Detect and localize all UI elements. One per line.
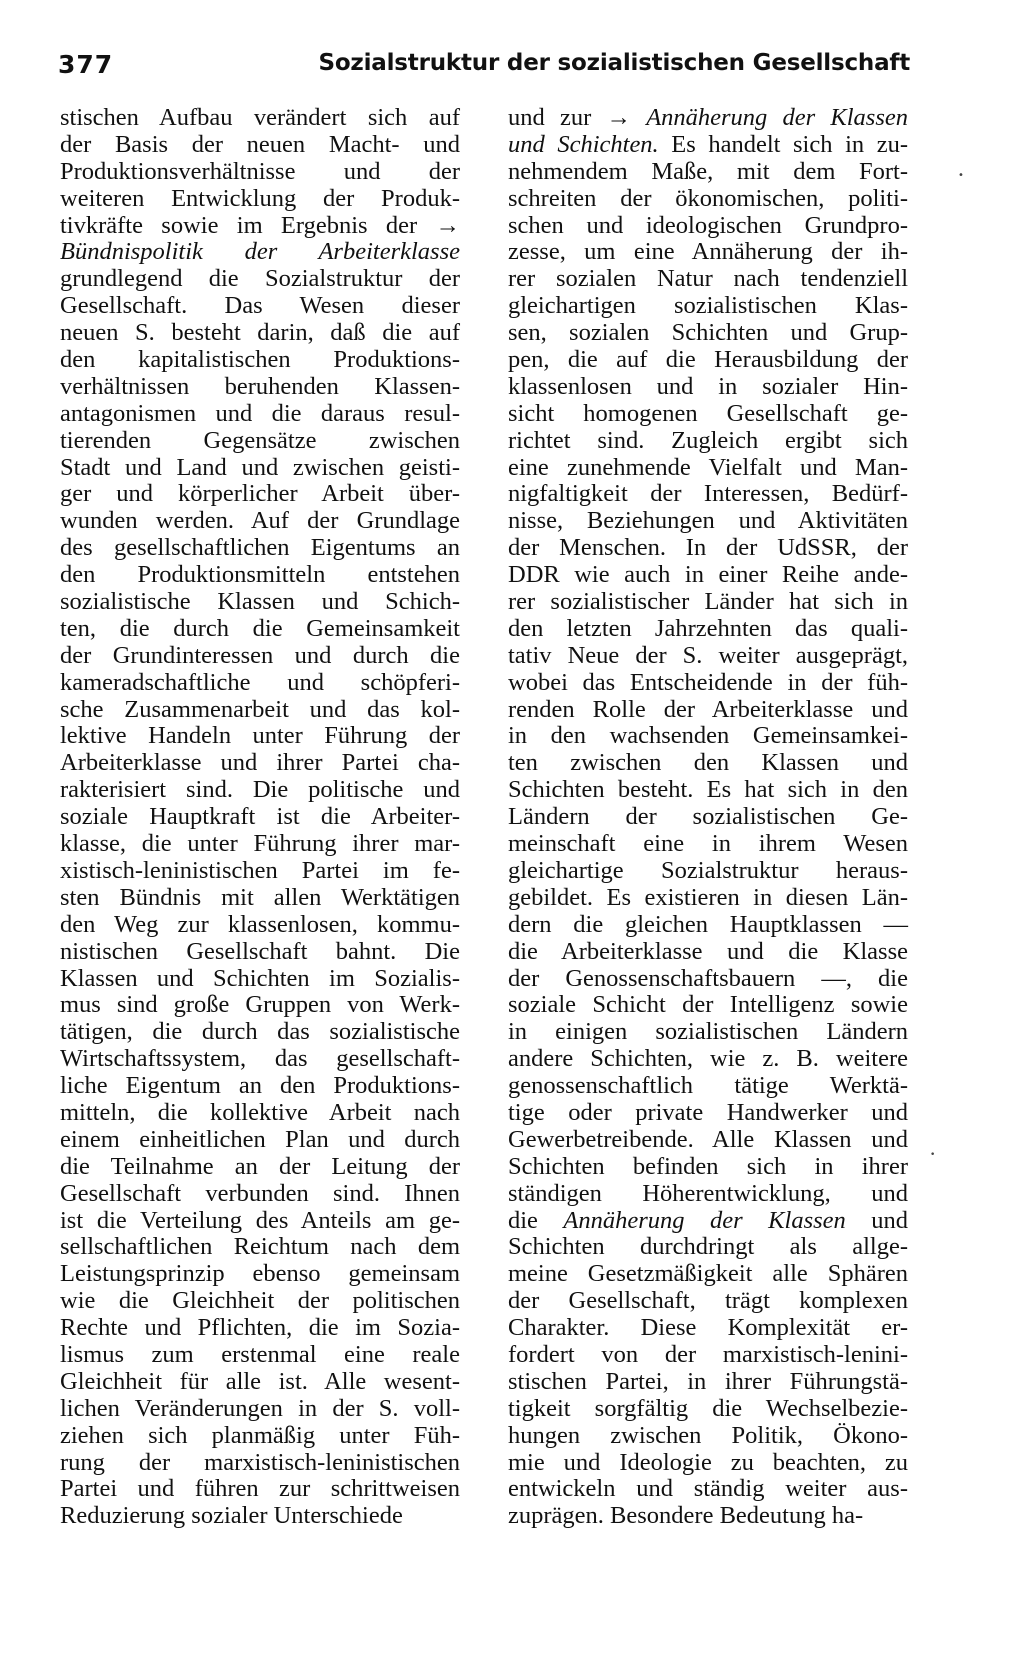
text-line: sen, sozialen Schichten und Grup- xyxy=(508,319,908,347)
text-line: sellschaftlichen Reichtum nach dem xyxy=(60,1233,460,1261)
text-line: schreiten der ökonomischen, politi- xyxy=(508,184,908,212)
text-line: nistischen Gesellschaft bahnt. Die xyxy=(60,937,460,965)
text-line: genossenschaftlich tätige Werktä- xyxy=(508,1072,908,1100)
text-line: dern die gleichen Hauptklassen — xyxy=(508,910,908,938)
text-line: gleichartigen sozialistischen Klas- xyxy=(508,292,908,320)
text-line: wie die Gleichheit der politischen xyxy=(60,1287,460,1315)
text-line: Schichten besteht. Es hat sich in den xyxy=(508,776,908,804)
page-header xyxy=(58,50,910,86)
text-line: zuprägen. Besondere Bedeutung ha- xyxy=(508,1502,864,1530)
text-line: in den wachsenden Gemeinsamkei- xyxy=(508,722,908,750)
text-line: Arbeiterklasse und ihrer Partei cha- xyxy=(60,749,460,777)
text-line: den Weg zur klassenlosen, kommu- xyxy=(60,910,460,938)
text-line: Leistungsprinzip ebenso gemeinsam xyxy=(60,1260,460,1288)
text-line: richtet sind. Zugleich ergibt sich xyxy=(508,426,908,454)
text-line: Klassen und Schichten im Sozialis- xyxy=(60,964,460,992)
text-line: und Schichten. Es handelt sich in zu- xyxy=(508,130,908,158)
text-line: xistisch-leninistischen Partei im fe- xyxy=(60,856,460,884)
text-line: die Teilnahme an der Leitung der xyxy=(60,1152,460,1180)
text-line: ziehen sich planmäßig unter Füh- xyxy=(60,1421,460,1449)
text-line: tierenden Gegensätze zwischen xyxy=(60,426,460,454)
text-line: in einigen sozialistischen Ländern xyxy=(508,1018,908,1046)
text-line: sten Bündnis mit allen Werktätigen xyxy=(60,883,460,911)
text-line: andere Schichten, wie z. B. weitere xyxy=(508,1045,908,1073)
text-line: sicht homogenen Gesellschaft ge- xyxy=(508,399,908,427)
text-line: zesse, um eine Annäherung der ih- xyxy=(508,238,908,266)
text-line: der Gesellschaft, trägt komplexen xyxy=(508,1287,908,1315)
text-line: rung der marxistisch-leninistischen xyxy=(60,1448,460,1476)
text-line: Gleichheit für alle ist. Alle wesent- xyxy=(60,1367,460,1395)
left-text-column xyxy=(60,105,460,1530)
text-line: wobei das Entscheidende in der füh- xyxy=(508,668,908,696)
text-line: Stadt und Land und zwischen geisti- xyxy=(60,453,460,481)
text-line: lektive Handeln unter Führung der xyxy=(60,722,460,750)
text-line: Produktionsverhältnisse und der xyxy=(60,157,460,185)
text-line: nisse, Beziehungen und Aktivitäten xyxy=(508,507,908,535)
text-line: die Annäherung der Klassen und xyxy=(508,1206,908,1234)
page-number: 377 xyxy=(58,50,114,79)
text-line: gleichartige Sozialstruktur heraus- xyxy=(508,856,908,884)
text-line: ist die Verteilung des Anteils am ge- xyxy=(60,1206,460,1234)
text-line: tigkeit sorgfältig die Wechselbezie- xyxy=(508,1394,908,1422)
scan-speck: • xyxy=(958,170,964,181)
text-line: Charakter. Diese Komplexität er- xyxy=(508,1314,908,1342)
text-line: sozialistische Klassen und Schich- xyxy=(60,588,460,616)
text-line: neuen S. besteht darin, daß die auf xyxy=(60,319,460,347)
text-line: rer sozialen Natur nach tendenziell xyxy=(508,265,908,293)
scan-speck: • xyxy=(930,1150,936,1160)
text-line: verhältnissen beruhenden Klassen- xyxy=(60,372,460,400)
right-text-column xyxy=(508,105,908,1530)
text-line: entwickeln und ständig weiter aus- xyxy=(508,1475,908,1503)
text-line: nigfaltigkeit der Interessen, Bedürf- xyxy=(508,480,908,508)
text-line: sche Zusammenarbeit und das kol- xyxy=(60,695,460,723)
text-line: stischen Partei, in ihrer Führungstä- xyxy=(508,1367,908,1395)
text-line: einem einheitlichen Plan und durch xyxy=(60,1125,460,1153)
text-line: mitteln, die kollektive Arbeit nach xyxy=(60,1098,460,1126)
text-line: mus sind große Gruppen von Werk- xyxy=(60,991,460,1019)
text-line: weiteren Entwicklung der Produk- xyxy=(60,184,460,212)
text-line: liche Eigentum an den Produktions- xyxy=(60,1072,460,1100)
text-line: klassenlosen und in sozialer Hin- xyxy=(508,372,908,400)
text-line: den Produktionsmitteln entstehen xyxy=(60,561,460,589)
text-line: DDR wie auch in einer Reihe ande- xyxy=(508,561,908,589)
text-line: rer sozialistischer Länder hat sich in xyxy=(508,588,908,616)
text-line: soziale Hauptkraft ist die Arbeiter- xyxy=(60,803,460,831)
text-line: des gesellschaftlichen Eigentums an xyxy=(60,534,460,562)
text-line: der Genossenschaftsbauern —, die xyxy=(508,964,908,992)
text-line: stischen Aufbau verändert sich auf xyxy=(60,104,460,131)
text-line: Ländern der sozialistischen Ge- xyxy=(508,803,908,831)
text-line: tige oder private Handwerker und xyxy=(508,1098,908,1126)
text-line: antagonismen und die daraus resul- xyxy=(60,399,460,427)
text-line: meine Gesetzmäßigkeit alle Sphären xyxy=(508,1260,908,1288)
text-line: eine zunehmende Vielfalt und Man- xyxy=(508,453,908,481)
text-line: soziale Schicht der Intelligenz sowie xyxy=(508,991,908,1019)
text-line: die Arbeiterklasse und die Klasse xyxy=(508,937,908,965)
text-line: klasse, die unter Führung ihrer mar- xyxy=(60,830,460,858)
text-line: nehmendem Maße, mit dem Fort- xyxy=(508,157,908,185)
text-line: wunden werden. Auf der Grundlage xyxy=(60,507,460,535)
text-line: den kapitalistischen Produktions- xyxy=(60,346,460,374)
text-line: meinschaft eine in ihrem Wesen xyxy=(508,830,908,858)
text-line: ger und körperlicher Arbeit über- xyxy=(60,480,460,508)
text-line: Wirtschaftssystem, das gesellschaft- xyxy=(60,1045,460,1073)
text-line: grundlegend die Sozialstruktur der xyxy=(60,265,460,293)
text-line: der Basis der neuen Macht- und xyxy=(60,130,460,158)
text-line: der Grundinteressen und durch die xyxy=(60,641,460,669)
text-line: mie und Ideologie zu beachten, zu xyxy=(508,1448,908,1476)
text-line: tativ Neue der S. weiter ausgeprägt, xyxy=(508,641,908,669)
text-line: Gesellschaft. Das Wesen dieser xyxy=(60,292,460,320)
text-line: pen, die auf die Herausbildung der xyxy=(508,346,908,374)
text-line: Partei und führen zur schrittweisen xyxy=(60,1475,460,1503)
text-line: kameradschaftliche und schöpferi- xyxy=(60,668,460,696)
text-line: gebildet. Es existieren in diesen Län- xyxy=(508,883,908,911)
text-line: ständigen Höherentwicklung, und xyxy=(508,1179,908,1207)
text-line: den letzten Jahrzehnten das quali- xyxy=(508,614,908,642)
text-line: der Menschen. In der UdSSR, der xyxy=(508,534,908,562)
text-line: Gewerbetreibende. Alle Klassen und xyxy=(508,1125,908,1153)
text-line: Bündnispolitik der Arbeiterklasse xyxy=(60,238,460,266)
text-line: fordert von der marxistisch-lenini- xyxy=(508,1340,908,1368)
text-line: hungen zwischen Politik, Ökono- xyxy=(508,1421,908,1449)
text-line: Gesellschaft verbunden sind. Ihnen xyxy=(60,1179,460,1207)
text-line: Schichten befinden sich in ihrer xyxy=(508,1152,908,1180)
text-line: rakterisiert sind. Die politische und xyxy=(60,776,460,804)
text-line: Reduzierung sozialer Unterschiede xyxy=(60,1502,403,1530)
text-line: lismus zum erstenmal eine reale xyxy=(60,1340,460,1368)
text-line: und zur → Annäherung der Klassen xyxy=(508,104,908,131)
text-line: Schichten durchdringt als allge- xyxy=(508,1233,908,1261)
text-line: ten zwischen den Klassen und xyxy=(508,749,908,777)
text-line: Rechte und Pflichten, die im Sozia- xyxy=(60,1314,460,1342)
text-line: lichen Veränderungen in der S. voll- xyxy=(60,1394,460,1422)
text-line: ten, die durch die Gemeinsamkeit xyxy=(60,614,460,642)
text-line: tätigen, die durch das sozialistische xyxy=(60,1018,460,1046)
running-title: Sozialstruktur der sozialistischen Gesellschaft xyxy=(318,50,910,76)
text-line: renden Rolle der Arbeiterklasse und xyxy=(508,695,908,723)
text-line: schen und ideologischen Grundpro- xyxy=(508,211,908,239)
text-line: tivkräfte sowie im Ergebnis der → xyxy=(60,211,460,239)
